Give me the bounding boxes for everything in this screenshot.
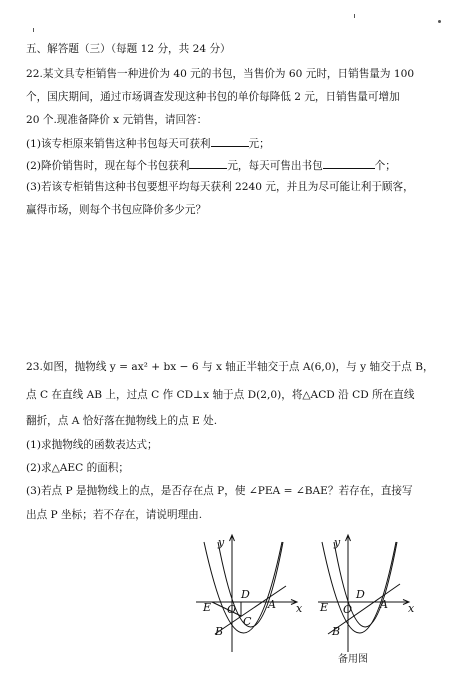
q23-line-1: 23.如图，抛物线 y = ax² + bx − 6 与 x 轴正半轴交于点 A(6,0)，与 y 轴交于点 B，	[26, 361, 434, 373]
q22-part-3-line-1: (3)若该专柜销售这种书包要想平均每天获利 2240 元，并且为尽可能让利于顾客，	[26, 181, 414, 193]
q22-line-3: 20 个.现准备降价 x 元销售，请回答：	[26, 114, 208, 126]
q23-part-2: (2)求△AEC 的面积；	[26, 462, 129, 474]
scan-mark	[438, 20, 441, 23]
label-x: x	[408, 602, 415, 615]
q22-line-2: 个，国庆期间，通过市场调查发现这种书包的单价每降低 2 元，日销售量可增加	[26, 91, 400, 103]
q22-part-1-text: (1)该专柜原来销售这种书包每天可获利	[26, 138, 211, 150]
q22-part-2-text: (2)降价销售时，现在每个书包获利	[26, 160, 190, 172]
label-e: E	[320, 601, 329, 614]
q23-part-3-line-1: (3)若点 P 是抛物线上的点，是否存在点 P，使 ∠PEA = ∠BAE？若存在，直接写	[26, 485, 413, 497]
label-b: B	[215, 625, 224, 638]
q22-part-2-unit: 个；	[374, 160, 396, 172]
figure-spare	[314, 528, 424, 676]
label-y: y	[218, 536, 225, 549]
answer-blank[interactable]	[189, 157, 227, 169]
q22-part-2	[26, 157, 443, 173]
figure-main	[190, 528, 310, 658]
label-e: E	[203, 601, 212, 614]
q23-part-1: (1)求抛物线的函数表达式；	[26, 439, 158, 451]
q22-part-1	[26, 135, 443, 151]
label-x: x	[296, 602, 303, 615]
label-d: D	[356, 588, 365, 601]
q23-line-3: 翻折，点 A 恰好落在抛物线上的点 E 处.	[26, 415, 218, 427]
answer-blank[interactable]	[211, 135, 249, 147]
label-c: C	[243, 615, 252, 628]
answer-blank[interactable]	[323, 157, 375, 169]
q22-part-2-mid: 元，每天可售出书包	[227, 160, 323, 172]
label-o: O	[343, 603, 353, 616]
q22-line-1: 22.某文具专柜销售一种进价为 40 元的书包，当售价为 60 元时，日销售量为 100	[26, 68, 415, 80]
figure-caption: 备用图	[338, 654, 368, 665]
scan-mark	[33, 28, 34, 32]
label-o: O	[227, 603, 237, 616]
label-a: A	[268, 598, 276, 611]
q23-line-2: 点 C 在直线 AB 上，过点 C 作 CD⊥x 轴于点 D(2,0)，将△ACD 沿 CD 所在直线	[26, 389, 415, 401]
scan-mark	[354, 14, 355, 18]
q23-part-3-line-2: 出点 P 坐标；若不存在，请说明理由.	[26, 509, 203, 521]
q22-part-3-line-2: 赢得市场，则每个书包应降价多少元？	[26, 204, 207, 216]
label-d: D	[241, 588, 250, 601]
label-b: B	[332, 625, 341, 638]
section-title: 五、解答题（三）（每题 12 分，共 24 分）	[26, 43, 231, 55]
q22-part-1-unit: 元；	[248, 138, 270, 150]
label-y: y	[334, 536, 341, 549]
label-a: A	[380, 598, 388, 611]
